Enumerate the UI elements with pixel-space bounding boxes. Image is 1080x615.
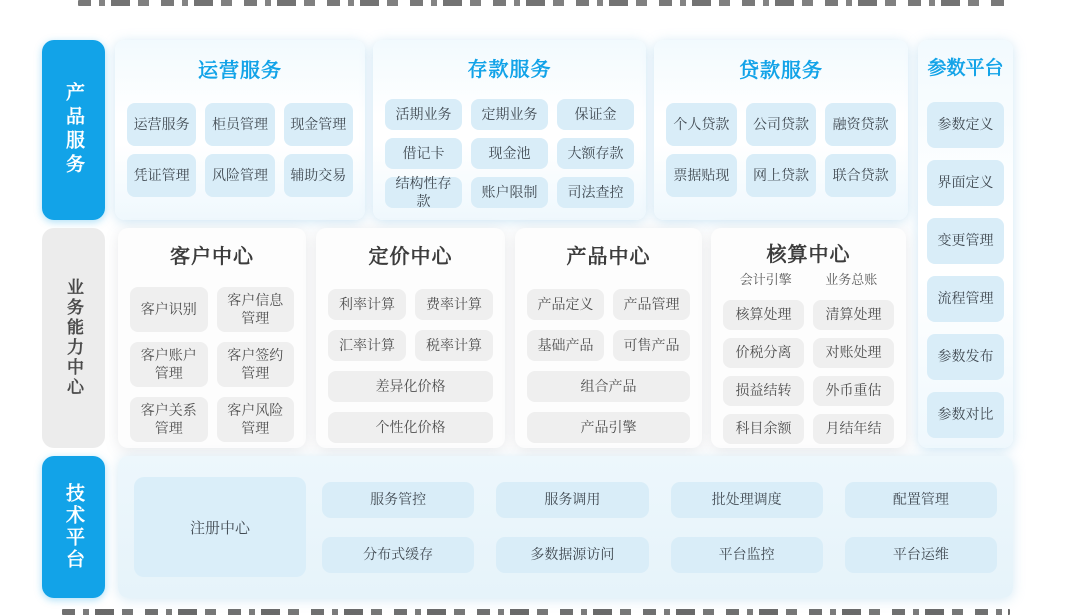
chip-account-restriction: 账户限制 — [471, 177, 548, 208]
chip-product-engine: 产品引擎 — [527, 412, 690, 443]
tech-platform-panel — [118, 456, 1013, 598]
chip-platform-operations: 平台运维 — [845, 537, 997, 573]
chip-change-management: 变更管理 — [927, 218, 1004, 264]
side-tab-product-services-label: 产品服务 — [63, 82, 84, 178]
product-center-panel — [515, 228, 702, 448]
product-row-wide-1 — [527, 371, 690, 402]
deposit-services-title: 存款服务 — [467, 59, 552, 81]
deposits-row-1 — [385, 99, 634, 130]
accounting-row-1 — [723, 300, 894, 330]
chip-personalized-pricing: 个性化价格 — [328, 412, 493, 443]
chip-month-year-end: 月结年结 — [813, 414, 894, 444]
chip-customer-identification: 客户识别 — [130, 287, 208, 332]
chip-subject-balance: 科目余额 — [723, 414, 804, 444]
customer-row-1 — [130, 287, 294, 332]
chip-time-business: 定期业务 — [471, 99, 548, 130]
chip-teller-management: 柜员管理 — [205, 103, 274, 146]
chip-judicial-control: 司法查控 — [557, 177, 634, 208]
loans-row-2 — [666, 154, 896, 197]
product-row-wide-2 — [527, 412, 690, 443]
customer-center-panel — [118, 228, 306, 448]
chip-interest-rate-calc: 利率计算 — [328, 289, 406, 320]
chip-cash-pool: 现金池 — [471, 138, 548, 169]
chip-exchange-rate-calc: 汇率计算 — [328, 330, 406, 361]
chip-customer-info-management: 客户信息管理 — [217, 287, 295, 332]
chip-profit-loss-carryover: 损益结转 — [723, 376, 804, 406]
chip-multi-datasource-access: 多数据源访问 — [496, 537, 648, 573]
tech-row-2 — [322, 537, 997, 573]
product-center-title: 产品中心 — [566, 246, 651, 268]
chip-operations-service: 运营服务 — [127, 103, 196, 146]
chip-batch-scheduling: 批处理调度 — [671, 482, 823, 518]
chip-parameter-definition: 参数定义 — [927, 102, 1004, 148]
chip-personal-loan: 个人贷款 — [666, 103, 737, 146]
customer-row-3 — [130, 397, 294, 442]
pricing-center-panel — [316, 228, 505, 448]
chip-customer-contract-management: 客户签约管理 — [217, 342, 295, 387]
chip-joint-loan: 联合贷款 — [825, 154, 896, 197]
chip-combined-product: 组合产品 — [527, 371, 690, 402]
cropped-text-row-top — [78, 0, 1010, 6]
chip-cash-management: 现金管理 — [284, 103, 353, 146]
chip-corporate-loan: 公司贷款 — [746, 103, 817, 146]
parameter-platform-panel — [918, 40, 1013, 448]
accounting-sublabels — [723, 269, 894, 288]
loan-services-title: 贷款服务 — [739, 60, 823, 82]
chip-sellable-product: 可售产品 — [613, 330, 690, 361]
customer-row-2 — [130, 342, 294, 387]
operations-services-title: 运营服务 — [198, 60, 282, 82]
cropped-text-row-bottom — [62, 609, 1010, 615]
pricing-row-2 — [328, 330, 493, 361]
product-row-1 — [527, 289, 690, 320]
accounting-row-3 — [723, 376, 894, 406]
accounting-center-panel — [711, 228, 906, 448]
chip-customer-risk-management: 客户风险管理 — [217, 397, 295, 442]
pricing-center-title: 定价中心 — [368, 246, 453, 268]
chip-clearing-processing: 清算处理 — [813, 300, 894, 330]
chip-margin-deposit: 保证金 — [557, 99, 634, 130]
side-tab-business-capability-label: 业务能力中心 — [64, 278, 83, 398]
chip-auxiliary-transaction: 辅助交易 — [284, 154, 353, 197]
chip-parameter-release: 参数发布 — [927, 334, 1004, 380]
chip-fee-rate-calc: 费率计算 — [415, 289, 493, 320]
chip-product-definition: 产品定义 — [527, 289, 604, 320]
chip-service-invocation: 服务调用 — [496, 482, 648, 518]
operations-row-1 — [127, 103, 353, 146]
accounting-center-title: 核算中心 — [766, 244, 851, 266]
tech-chip-grid — [322, 482, 997, 573]
registry-center-box — [134, 477, 306, 577]
chip-customer-relation-management: 客户关系管理 — [130, 397, 208, 442]
chip-basic-product: 基础产品 — [527, 330, 604, 361]
chip-voucher-management: 凭证管理 — [127, 154, 196, 197]
deposits-row-3 — [385, 177, 634, 208]
chip-service-governance: 服务管控 — [322, 482, 474, 518]
accounting-row-2 — [723, 338, 894, 368]
chip-configuration-management: 配置管理 — [845, 482, 997, 518]
chip-differentiated-pricing: 差异化价格 — [328, 371, 493, 402]
deposit-services-panel — [373, 40, 646, 220]
operations-row-2 — [127, 154, 353, 197]
parameter-platform-title: 参数平台 — [927, 58, 1004, 79]
loan-services-panel — [654, 40, 908, 220]
chip-parameter-compare: 参数对比 — [927, 392, 1004, 438]
tech-row-1 — [322, 482, 997, 518]
deposits-row-2 — [385, 138, 634, 169]
accounting-sublabel-engine: 会计引擎 — [739, 272, 792, 287]
chip-interface-definition: 界面定义 — [927, 160, 1004, 206]
chip-financing-loan: 融资贷款 — [825, 103, 896, 146]
chip-accounting-processing: 核算处理 — [723, 300, 804, 330]
chip-product-management: 产品管理 — [613, 289, 690, 320]
chip-bill-discount: 票据贴现 — [666, 154, 737, 197]
chip-distributed-cache: 分布式缓存 — [322, 537, 474, 573]
chip-online-loan: 网上贷款 — [746, 154, 817, 197]
operations-services-panel — [115, 40, 365, 220]
chip-platform-monitoring: 平台监控 — [671, 537, 823, 573]
pricing-row-wide-2 — [328, 412, 493, 443]
chip-reconciliation-processing: 对账处理 — [813, 338, 894, 368]
chip-tax-rate-calc: 税率计算 — [415, 330, 493, 361]
chip-customer-account-management: 客户账户管理 — [130, 342, 208, 387]
product-row-2 — [527, 330, 690, 361]
chip-foreign-currency-revaluation: 外币重估 — [813, 376, 894, 406]
side-tab-product-services — [42, 40, 105, 220]
customer-center-title: 客户中心 — [170, 246, 254, 268]
accounting-row-4 — [723, 414, 894, 444]
side-tab-tech-platform-label: 技术平台 — [63, 483, 84, 571]
chip-risk-management: 风险管理 — [205, 154, 274, 197]
chip-large-deposit: 大额存款 — [557, 138, 634, 169]
accounting-sublabel-ledger: 业务总账 — [825, 272, 878, 287]
chip-price-tax-separation: 价税分离 — [723, 338, 804, 368]
side-tab-tech-platform — [42, 456, 105, 598]
side-tab-business-capability-center — [42, 228, 105, 448]
pricing-row-1 — [328, 289, 493, 320]
chip-debit-card: 借记卡 — [385, 138, 462, 169]
pricing-row-wide-1 — [328, 371, 493, 402]
chip-structured-deposit: 结构性存款 — [385, 177, 462, 208]
chip-demand-business: 活期业务 — [385, 99, 462, 130]
loans-row-1 — [666, 103, 896, 146]
chip-process-management: 流程管理 — [927, 276, 1004, 322]
registry-center-label: 注册中心 — [189, 519, 250, 537]
